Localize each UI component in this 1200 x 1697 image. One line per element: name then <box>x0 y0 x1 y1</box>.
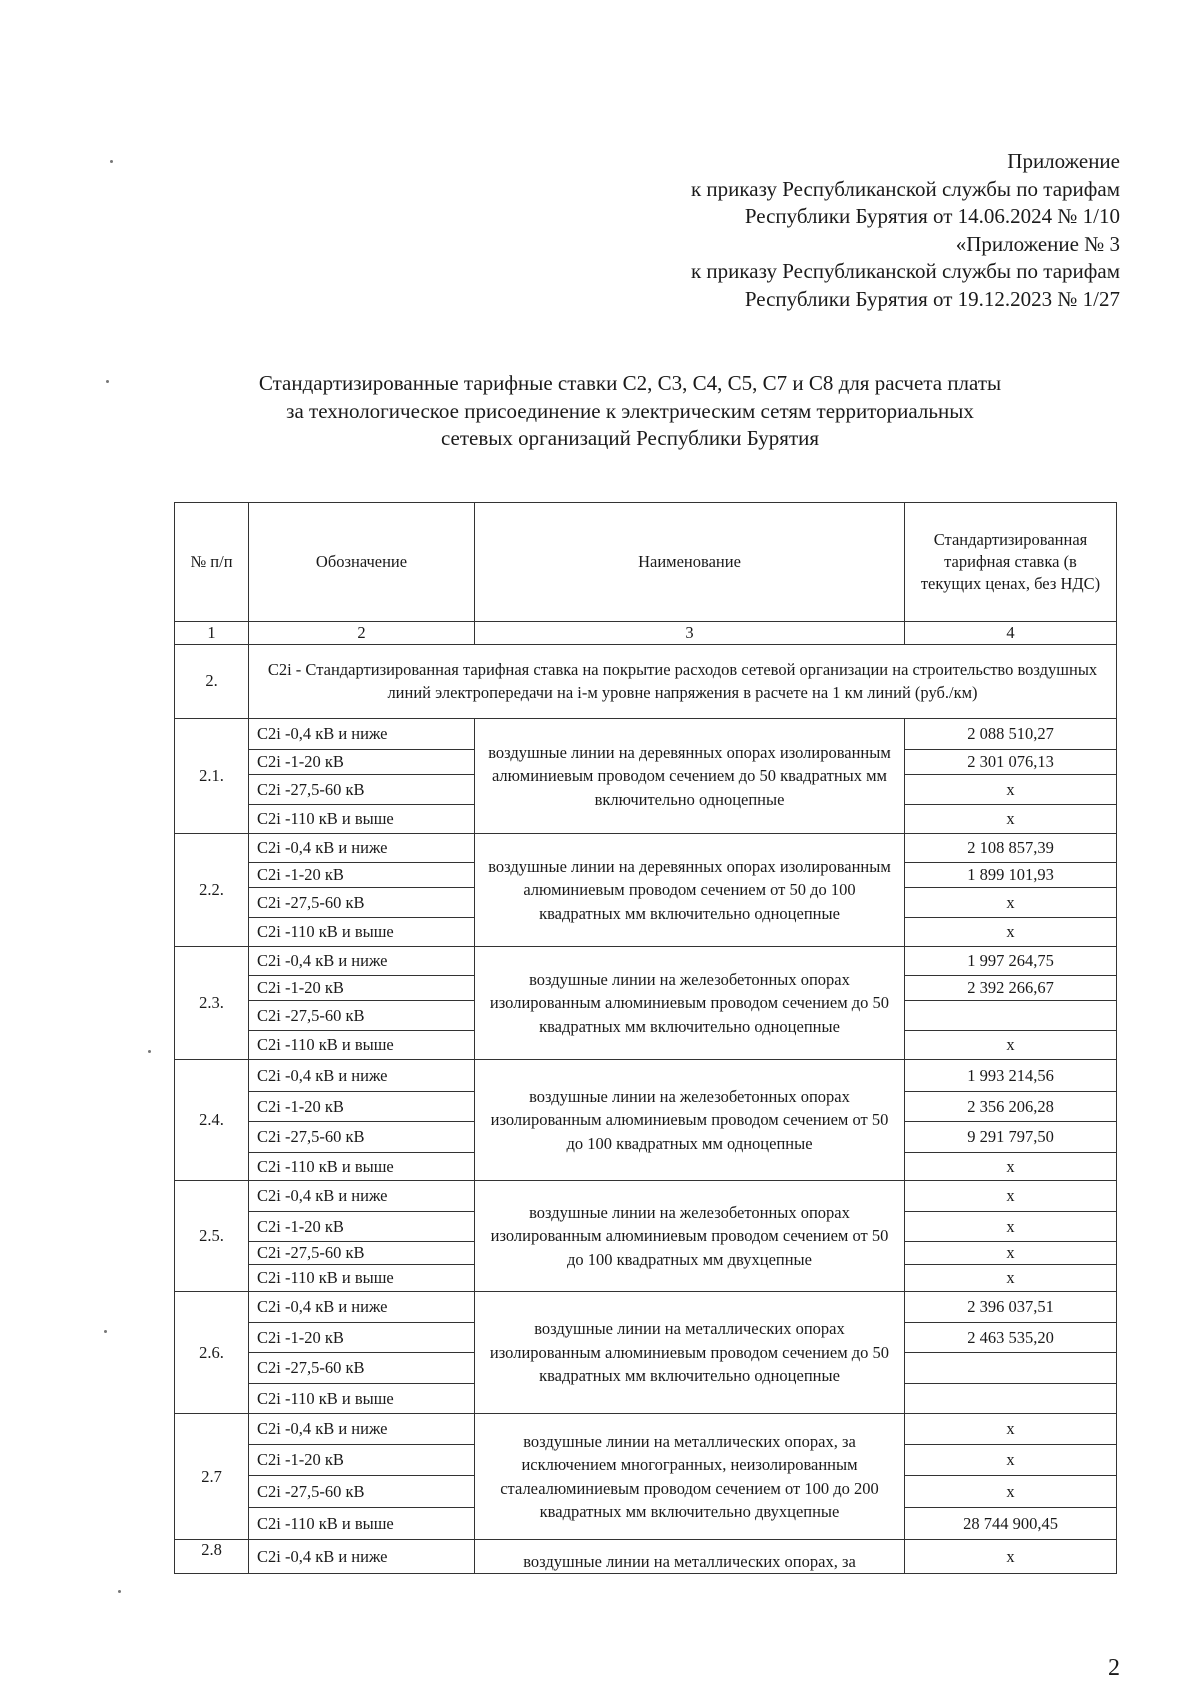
tariff-rate-value: х <box>905 1153 1117 1181</box>
voltage-code: С2i -1-20 кВ <box>249 976 475 1001</box>
line-description: воздушные линии на железобетонных опорах изолированным алюминиевым проводом сечением от 50 до 100 квадратных мм двухцепные <box>475 1181 905 1292</box>
scan-speck <box>148 1050 151 1053</box>
voltage-code: С2i -27,5-60 кВ <box>249 1001 475 1031</box>
title-line: Стандартизированные тарифные ставки С2, С3, С4, С5, С7 и С8 для расчета платы <box>258 371 1002 395</box>
voltage-code: С2i -0,4 кВ и ниже <box>249 834 475 863</box>
title-line: сетевых организаций Республики Бурятия <box>440 426 820 450</box>
voltage-code: С2i -0,4 кВ и ниже <box>249 1414 475 1445</box>
title-line: за технологическое присоединение к электрическим сетям территориальных <box>286 398 974 423</box>
voltage-code: С2i -0,4 кВ и ниже <box>249 1292 475 1323</box>
table-row <box>175 719 1117 750</box>
line-description: воздушные линии на деревянных опорах изолированным алюминиевым проводом сечением до 50 квадратных мм включительно одноцепные <box>475 719 905 834</box>
voltage-code: С2i -110 кВ и выше <box>249 1384 475 1414</box>
group-number: 2.6. <box>175 1292 249 1414</box>
header-cell-name: Наименование <box>475 503 905 622</box>
section-row <box>175 645 1117 719</box>
voltage-code: С2i -110 кВ и выше <box>249 918 475 947</box>
voltage-code: С2i -1-20 кВ <box>249 1092 475 1122</box>
voltage-code: С2i -0,4 кВ и ниже <box>249 947 475 976</box>
table-row <box>175 1540 1117 1574</box>
tariff-rate-value: 2 396 037,51 <box>905 1292 1117 1323</box>
line-description: воздушные линии на металлических опорах, за исключением многогранных, неизолированным сталеалюминиевым проводом сечением от 100 до 200 квадратных мм включительно двухцепные <box>475 1414 905 1540</box>
column-number: 3 <box>475 622 905 645</box>
group-number: 2.1. <box>175 719 249 834</box>
tariff-rate-value: х <box>905 1031 1117 1060</box>
voltage-code: С2i -27,5-60 кВ <box>249 1242 475 1265</box>
tariff-rate-value: 2 108 857,39 <box>905 834 1117 863</box>
table-row <box>175 1060 1117 1092</box>
tariff-rate-value: 1 997 264,75 <box>905 947 1117 976</box>
header-line: Республики Бурятия от 19.12.2023 № 1/27 <box>744 286 1120 311</box>
tariff-table <box>174 502 1117 1574</box>
header-cell-rate: Стандартизированная тарифная ставка (в текущих ценах, без НДС) <box>905 503 1117 622</box>
tariff-rate-value: 2 088 510,27 <box>905 719 1117 750</box>
voltage-code: С2i -110 кВ и выше <box>249 1508 475 1540</box>
tariff-rate-value: х <box>905 775 1117 805</box>
voltage-code: С2i -110 кВ и выше <box>249 1153 475 1181</box>
header-line: к приказу Республиканской службы по тарифам <box>690 176 1120 201</box>
voltage-code: С2i -27,5-60 кВ <box>249 1353 475 1384</box>
tariff-rate-value: х <box>905 1242 1117 1265</box>
scan-speck <box>118 1590 121 1593</box>
tariff-rate-value: х <box>905 1414 1117 1445</box>
tariff-rate-value: х <box>905 888 1117 918</box>
table-row <box>175 1292 1117 1323</box>
section-number: 2. <box>175 645 249 719</box>
scan-speck <box>110 160 113 163</box>
group-number: 2.2. <box>175 834 249 947</box>
tariff-rate-value <box>905 1384 1117 1414</box>
table-row <box>175 1181 1117 1212</box>
tariff-rate-value: х <box>905 1540 1117 1574</box>
header-line: к приказу Республиканской службы по тарифам <box>690 259 1120 283</box>
voltage-code: С2i -1-20 кВ <box>249 863 475 888</box>
voltage-code: С2i -0,4 кВ и ниже <box>249 719 475 750</box>
tariff-rate-value: 2 392 266,67 <box>905 976 1117 1001</box>
appendix-header <box>691 148 1120 313</box>
scan-speck <box>106 380 109 383</box>
voltage-code: С2i -27,5-60 кВ <box>249 888 475 918</box>
table-row <box>175 834 1117 863</box>
tariff-rate-value: х <box>905 805 1117 834</box>
header-line: Республики Бурятия от 14.06.2024 № 1/10 <box>744 204 1120 228</box>
line-description: воздушные линии на железобетонных опорах изолированным алюминиевым проводом сечением до 50 квадратных мм включительно одноцепные <box>475 947 905 1060</box>
tariff-rate-value: 28 744 900,45 <box>905 1508 1117 1540</box>
line-description: воздушные линии на деревянных опорах изолированным алюминиевым проводом сечением от 50 до 100 квадратных мм включительно одноцепные <box>475 834 905 947</box>
table-row <box>175 947 1117 976</box>
column-number: 1 <box>175 622 249 645</box>
group-number: 2.8 <box>175 1540 249 1574</box>
voltage-code: С2i -110 кВ и выше <box>249 1031 475 1060</box>
tariff-rate-value: 1 993 214,56 <box>905 1060 1117 1092</box>
header-cell-code: Обозначение <box>249 503 475 622</box>
header-line: «Приложение № 3 <box>955 231 1120 256</box>
tariff-rate-value: х <box>905 1265 1117 1292</box>
document-title <box>150 370 1110 453</box>
voltage-code: С2i -1-20 кВ <box>249 1212 475 1242</box>
column-number-row <box>175 622 1117 645</box>
voltage-code: С2i -1-20 кВ <box>249 1323 475 1353</box>
tariff-rate-value: х <box>905 918 1117 947</box>
group-number: 2.3. <box>175 947 249 1060</box>
voltage-code: С2i -0,4 кВ и ниже <box>249 1540 475 1574</box>
group-number: 2.5. <box>175 1181 249 1292</box>
column-number: 4 <box>905 622 1117 645</box>
voltage-code: С2i -110 кВ и выше <box>249 1265 475 1292</box>
table-row <box>175 1414 1117 1445</box>
header-line: Приложение <box>1007 149 1120 173</box>
tariff-rate-value <box>905 1353 1117 1384</box>
tariff-rate-value: х <box>905 1476 1117 1508</box>
line-description: воздушные линии на железобетонных опорах изолированным алюминиевым проводом сечением от 50 до 100 квадратных мм одноцепные <box>475 1060 905 1181</box>
line-description: воздушные линии на металлических опорах, за <box>475 1540 905 1574</box>
tariff-rate-value: 9 291 797,50 <box>905 1122 1117 1153</box>
voltage-code: С2i -27,5-60 кВ <box>249 1122 475 1153</box>
tariff-rate-value: 2 301 076,13 <box>905 750 1117 775</box>
voltage-code: С2i -1-20 кВ <box>249 1445 475 1476</box>
voltage-code: С2i -27,5-60 кВ <box>249 1476 475 1508</box>
section-description: С2i - Стандартизированная тарифная ставка на покрытие расходов сетевой организации на строительство воздушных линий электропередачи на i-м уровне напряжения в расчете на 1 км линий (руб./км) <box>249 645 1117 719</box>
voltage-code: С2i -27,5-60 кВ <box>249 775 475 805</box>
tariff-rate-value: х <box>905 1181 1117 1212</box>
voltage-code: С2i -0,4 кВ и ниже <box>249 1060 475 1092</box>
voltage-code: С2i -110 кВ и выше <box>249 805 475 834</box>
tariff-rate-value: 1 899 101,93 <box>905 863 1117 888</box>
tariff-rate-value: 2 463 535,20 <box>905 1323 1117 1353</box>
group-number: 2.4. <box>175 1060 249 1181</box>
line-description: воздушные линии на металлических опорах изолированным алюминиевым проводом сечением до 50 квадратных мм включительно одноцепные <box>475 1292 905 1414</box>
table-header-row <box>175 503 1117 622</box>
column-number: 2 <box>249 622 475 645</box>
tariff-rate-value <box>905 1001 1117 1031</box>
page-number: 2 <box>1108 1655 1120 1681</box>
tariff-rate-value: х <box>905 1445 1117 1476</box>
voltage-code: С2i -1-20 кВ <box>249 750 475 775</box>
tariff-rate-value: х <box>905 1212 1117 1242</box>
header-cell-num: № п/п <box>175 503 249 622</box>
tariff-rate-value: 2 356 206,28 <box>905 1092 1117 1122</box>
group-number: 2.7 <box>175 1414 249 1540</box>
voltage-code: С2i -0,4 кВ и ниже <box>249 1181 475 1212</box>
scan-speck <box>104 1330 107 1333</box>
